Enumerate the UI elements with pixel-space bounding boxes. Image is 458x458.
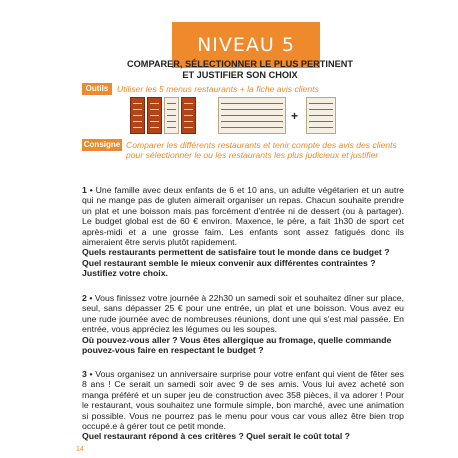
exercise-3	[82, 369, 404, 442]
exercise-2	[82, 293, 404, 355]
exercise-number: 1 •	[82, 185, 93, 195]
page-subtitle	[90, 59, 390, 81]
exercise-body: Vous organisez un anniversaire surprise pour votre enfant qui vient de fêter ses 8 ans ! Ce serait un samedi soir avec 9 de ses amis. Vous lui avez acheté son manga préféré et un super jeu de construction avec 358 pièces, il va adorer ! Pour le restaurant, vous souhaitez une formule simple, bon marché, avec une animation si possible. Vous ne pourrez pas le menu pour vous car vous allez être bien trop occupé.e à gérer tout ce petit monde.	[82, 369, 404, 432]
exercise-body: Vous finissez votre journée à 22h30 un samedi soir et souhaitez dîner sur place, seul, sans dépasser 25 € pour une entrée, un plat et une boisson. Vous avez eu une rude journée avec de nombreuses réunions, dont une qui s'est mal passée. En entrée, vous appréciez les légumes ou les soupes.	[82, 293, 404, 335]
menu-thumbnail-1	[130, 97, 145, 134]
exercise-question: Où pouvez-vous aller ? Vous êtes allergique au fromage, quelle commande pouvez-vous faire en respectant le budget ?	[82, 334, 392, 356]
page-number: 14	[76, 446, 84, 453]
menu-thumbnail-5	[218, 97, 286, 134]
consigne-text: Comparer les différents restaurants et tenir compte des avis des clients pour sélectionner le ou les restaurants les plus judicieux et justifier	[126, 140, 397, 161]
reviews-sheet-thumbnail	[306, 97, 336, 134]
menu-thumbnail-4	[181, 97, 196, 134]
plus-sign: +	[291, 109, 299, 123]
outils-text: Utiliser les 5 menus restaurants + la fiche avis clients	[117, 84, 319, 94]
exercise-1	[82, 185, 404, 279]
level-banner: NIVEAU 5	[172, 22, 320, 68]
menu-thumbnail-3	[164, 97, 179, 134]
exercise-number: 2 •	[82, 293, 93, 303]
exercise-number: 3 •	[82, 369, 93, 379]
subtitle-line-1: COMPARER, SÉLECTIONNER LE PLUS PERTINENT	[127, 59, 353, 69]
subtitle-line-2: ET JUSTIFIER SON CHOIX	[182, 70, 298, 80]
consigne-label: Consigne	[83, 140, 121, 149]
exercise-question: Quel restaurant répond à ces critères ? Quel serait le coût total ?	[82, 431, 350, 442]
outils-label: Outils	[82, 83, 112, 95]
exercise-question: Quels restaurants permettent de satisfaire tout le monde dans ce budget ? Quel restaurant semble le mieux convenir aux différentes contraintes ? Justifiez votre choix.	[82, 247, 390, 279]
exercise-body: Une famille avec deux enfants de 6 et 10 ans, un adulte végétarien et un autre qui ne mange pas de gluten aimerait organiser un repas. Chacun souhaite prendre un plat et une boisson mais pas forcément d'entrée ni de dessert (ou à partager). Le budget global est de 60 € environ. Maxence, le père, a fait 1h30 de sport cet après-midi et a une grosse faim. Les enfants sont assez fatigués donc ils aimeraient être servis plutôt rapidement.	[82, 185, 404, 248]
menu-thumbnail-2	[147, 97, 162, 134]
